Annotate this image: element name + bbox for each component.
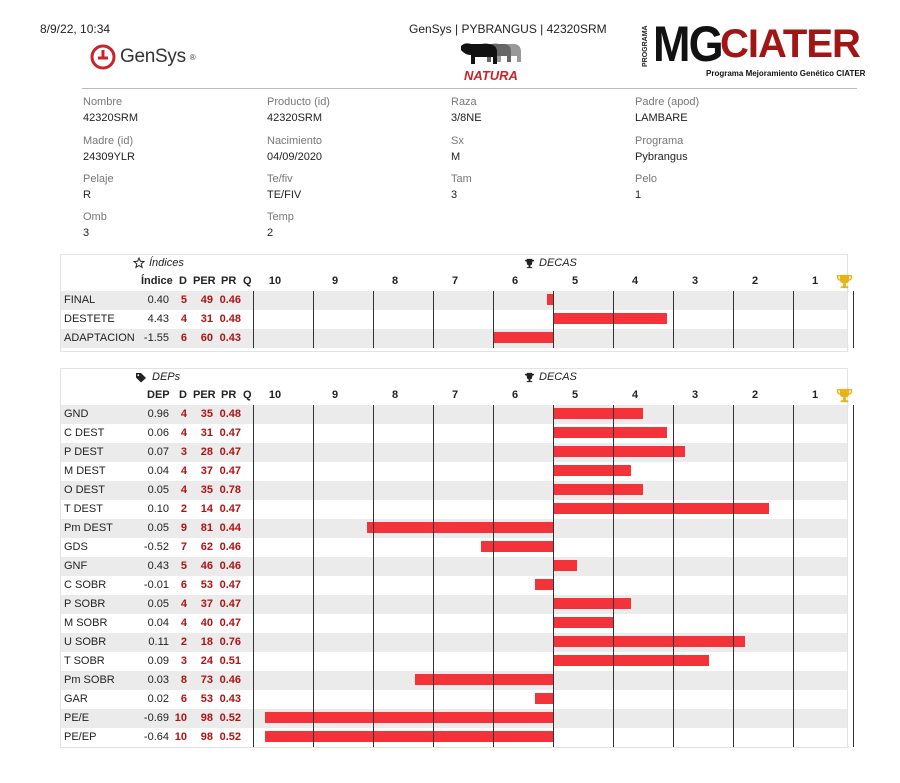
trait-value: -0.64	[143, 731, 169, 743]
trait-percentile: 14	[200, 503, 213, 515]
trait-deca: 4	[180, 484, 187, 496]
deps-row	[61, 690, 847, 709]
field-label: Nacimiento	[267, 135, 323, 147]
deps-row	[61, 576, 847, 595]
trait-q	[239, 329, 251, 348]
trait-value: 0.43	[147, 560, 169, 572]
cattle-icon	[459, 40, 523, 70]
trait-value: 0.40	[147, 294, 169, 306]
trait-value: 0.05	[147, 522, 169, 534]
mg-logo-programa: PROGRAMA	[642, 25, 649, 67]
trait-precision: 0.51	[219, 655, 241, 667]
trait-percentile: 60	[200, 332, 213, 344]
deca-gridline	[673, 291, 674, 348]
trait-q	[239, 709, 251, 728]
trait-name: P DEST	[64, 446, 104, 458]
trait-value: 0.11	[148, 636, 169, 648]
trait-q	[239, 519, 251, 538]
trait-name: ADAPTACION	[64, 332, 135, 344]
trait-deca: 4	[180, 313, 187, 325]
deca-tick: 1	[811, 389, 819, 401]
field-label: Temp	[267, 211, 294, 223]
trait-q	[239, 557, 251, 576]
field-value: 04/09/2020	[267, 151, 323, 163]
deca-gridline	[373, 405, 374, 747]
trait-percentile: 98	[200, 731, 213, 743]
deca-gridline	[313, 291, 314, 348]
field-label: Pelo	[635, 173, 658, 185]
indices-col-pr: PR	[221, 275, 237, 287]
deca-gridline	[553, 405, 554, 747]
deps-row	[61, 614, 847, 633]
field-padre-apod	[635, 96, 805, 124]
trait-name: T DEST	[64, 503, 103, 515]
trait-percentile: 46	[200, 560, 213, 572]
trait-q	[239, 633, 251, 652]
trait-percentile: 35	[200, 484, 213, 496]
deps-col-pr: PR	[221, 389, 237, 401]
deca-tick: 2	[751, 389, 759, 401]
trait-precision: 0.48	[219, 408, 241, 420]
field-nacimiento	[267, 135, 437, 163]
trait-value: 0.09	[147, 655, 169, 667]
deca-gridline	[373, 291, 374, 348]
field-label: Padre (apod)	[635, 96, 700, 108]
trait-value: 0.06	[147, 427, 169, 439]
trait-q	[239, 652, 251, 671]
trait-name: M DEST	[64, 465, 106, 477]
trait-deca: 3	[180, 446, 187, 458]
trait-percentile: 24	[200, 655, 213, 667]
deps-col-value: DEP	[147, 389, 170, 401]
trait-precision: 0.47	[219, 598, 241, 610]
indices-panel	[60, 254, 848, 352]
deps-row	[61, 557, 847, 576]
field-label: Programa	[635, 135, 684, 147]
trait-precision: 0.46	[219, 541, 241, 553]
deca-tick: 8	[391, 389, 399, 401]
trait-name: DESTETE	[64, 313, 115, 325]
trait-percentile: 62	[200, 541, 213, 553]
field-omb	[83, 211, 253, 239]
trait-deca: 6	[180, 332, 187, 344]
trait-name: P SOBR	[64, 598, 106, 610]
deca-tick: 5	[571, 389, 579, 401]
trait-value: 0.07	[147, 446, 169, 458]
trait-deca: 4	[180, 427, 187, 439]
trait-precision: 0.46	[219, 674, 241, 686]
trait-value: 0.04	[147, 465, 169, 477]
deps-row	[61, 595, 847, 614]
trait-precision: 0.43	[219, 693, 241, 705]
deps-row	[61, 519, 847, 538]
gensys-logo	[90, 44, 196, 70]
deca-gridline	[853, 405, 854, 747]
trait-percentile: 53	[200, 693, 213, 705]
deca-tick: 10	[268, 275, 282, 287]
deca-gridline	[433, 405, 434, 747]
trait-percentile: 18	[200, 636, 213, 648]
indices-title	[133, 257, 184, 269]
trait-name: GDS	[64, 541, 88, 553]
trait-q	[239, 576, 251, 595]
deca-tick: 7	[451, 389, 459, 401]
trait-precision: 0.47	[219, 503, 241, 515]
deca-gridline	[493, 405, 494, 747]
field-value: Pybrangus	[635, 151, 688, 163]
trait-percentile: 35	[200, 408, 213, 420]
print-date: 8/9/22, 10:34	[40, 22, 111, 36]
deca-bar	[553, 465, 631, 476]
deca-bar	[553, 598, 631, 609]
trait-name: C SOBR	[64, 579, 107, 591]
trait-percentile: 40	[200, 617, 213, 629]
trait-value: 0.10	[147, 503, 169, 515]
trait-name: PE/EP	[64, 731, 97, 743]
trait-percentile: 31	[200, 427, 213, 439]
trait-q	[239, 481, 251, 500]
deps-row	[61, 709, 847, 728]
trait-percentile: 81	[200, 522, 213, 534]
field-value: 1	[635, 189, 642, 201]
trophy-icon	[836, 387, 853, 404]
trait-q	[239, 671, 251, 690]
field-value: 2	[267, 227, 274, 239]
trait-value: 4.43	[147, 313, 169, 325]
trait-value: -0.52	[143, 541, 169, 553]
trait-precision: 0.47	[219, 579, 241, 591]
deps-decas-title-text: DECAS	[539, 371, 577, 383]
trait-value: 0.05	[147, 598, 169, 610]
indices-row	[61, 310, 847, 329]
trait-value: -1.55	[143, 332, 169, 344]
trait-precision: 0.47	[219, 617, 241, 629]
field-raza	[451, 96, 621, 124]
deca-tick: 7	[451, 275, 459, 287]
trait-precision: 0.52	[219, 731, 241, 743]
star-icon	[133, 257, 145, 269]
trait-name: O DEST	[64, 484, 105, 496]
indices-title-text: Índices	[149, 257, 184, 269]
trait-value: 0.02	[147, 693, 169, 705]
deca-tick: 1	[811, 275, 819, 287]
indices-col-value: Índice	[141, 275, 173, 287]
field-label: Te/fiv	[267, 173, 293, 185]
trait-name: FINAL	[64, 294, 96, 306]
deca-tick: 10	[268, 389, 282, 401]
deca-bar	[553, 617, 613, 628]
deca-tick: 6	[511, 389, 519, 401]
deps-decas-title	[524, 371, 577, 383]
trophy-small-icon	[524, 372, 535, 383]
deca-gridline	[253, 291, 254, 348]
trait-deca: 10	[174, 712, 187, 724]
trait-precision: 0.44	[219, 522, 241, 534]
deca-gridline	[253, 405, 254, 747]
trait-name: PE/E	[64, 712, 90, 724]
field-label: Nombre	[83, 96, 123, 108]
field-pelaje	[83, 173, 253, 201]
trophy-icon	[836, 273, 853, 290]
deps-row	[61, 538, 847, 557]
trait-q	[239, 595, 251, 614]
deca-tick: 8	[391, 275, 399, 287]
document-title: GenSys | PYBRANGUS | 42320SRM	[409, 22, 607, 36]
deca-gridline	[493, 291, 494, 348]
indices-rows	[61, 291, 847, 348]
field-producto-id	[267, 96, 437, 124]
mg-logo-ciater: CIATER	[720, 22, 860, 66]
trait-q	[239, 538, 251, 557]
trait-precision: 0.78	[219, 484, 241, 496]
gensys-logo-mark: ®	[189, 52, 196, 62]
deps-row	[61, 633, 847, 652]
indices-col-q: Q	[243, 275, 252, 287]
deca-gridline	[733, 291, 734, 348]
deca-gridline	[313, 405, 314, 747]
trait-deca: 6	[180, 579, 187, 591]
indices-row	[61, 291, 847, 310]
trait-name: T SOBR	[64, 655, 105, 667]
deca-gridline	[853, 291, 854, 348]
trait-q	[239, 614, 251, 633]
deca-tick: 6	[511, 275, 519, 287]
trait-percentile: 49	[200, 294, 213, 306]
field-label: Tam	[451, 173, 472, 185]
trait-q	[239, 728, 251, 747]
deca-tick: 9	[331, 275, 339, 287]
mg-logo-subtitle: Programa Mejoramiento Genético CIATER	[706, 69, 866, 78]
trait-deca: 4	[180, 617, 187, 629]
deps-rows	[61, 405, 847, 747]
field-label: Raza	[451, 96, 477, 108]
trait-percentile: 31	[200, 313, 213, 325]
field-temp	[267, 211, 437, 239]
trait-percentile: 28	[200, 446, 213, 458]
deca-bar	[481, 541, 553, 552]
trait-value: 0.96	[147, 408, 169, 420]
trait-value: -0.69	[143, 712, 169, 724]
natura-logo-text: NATURA	[464, 68, 518, 83]
field-value: M	[451, 151, 461, 163]
trait-value: 0.05	[147, 484, 169, 496]
trait-deca: 4	[180, 598, 187, 610]
deps-row	[61, 462, 847, 481]
field-value: TE/FIV	[267, 189, 302, 201]
indices-row	[61, 329, 847, 348]
deca-tick: 2	[751, 275, 759, 287]
trait-name: U SOBR	[64, 636, 107, 648]
indices-decas-title-text: DECAS	[539, 257, 577, 269]
field-value: 42320SRM	[267, 112, 323, 124]
field-sx	[451, 135, 621, 163]
gensys-logo-text: GenSys	[120, 46, 186, 67]
deps-row	[61, 481, 847, 500]
trait-precision: 0.47	[219, 427, 241, 439]
trait-deca: 2	[180, 636, 187, 648]
deps-row	[61, 443, 847, 462]
deca-tick: 4	[631, 275, 639, 287]
deps-title-text: DEPs	[152, 371, 181, 383]
indices-header	[61, 255, 847, 291]
mg-ciater-logo	[642, 16, 866, 83]
trait-percentile: 37	[200, 465, 213, 477]
deca-bar	[553, 560, 577, 571]
deps-panel	[60, 368, 848, 748]
trait-name: C DEST	[64, 427, 105, 439]
trait-precision: 0.46	[219, 294, 241, 306]
deps-row	[61, 652, 847, 671]
deps-row	[61, 405, 847, 424]
deca-gridline	[733, 405, 734, 747]
trait-name: GND	[64, 408, 89, 420]
deca-bar	[553, 427, 667, 438]
trait-q	[239, 500, 251, 519]
trait-percentile: 98	[200, 712, 213, 724]
trait-q	[239, 310, 251, 329]
trait-precision: 0.52	[219, 712, 241, 724]
trait-q	[239, 443, 251, 462]
field-label: Omb	[83, 211, 107, 223]
deca-bar	[367, 522, 553, 533]
mg-logo-mg: MG	[653, 16, 722, 72]
deca-bar	[553, 484, 643, 495]
deps-title	[135, 371, 180, 383]
deca-bar	[553, 655, 709, 666]
trophy-small-icon	[524, 258, 535, 269]
trait-precision: 0.47	[219, 465, 241, 477]
field-madre-id	[83, 135, 253, 163]
deps-header	[61, 369, 847, 405]
deca-gridline	[613, 291, 614, 348]
field-value: 42320SRM	[83, 112, 139, 124]
deca-bar	[415, 674, 553, 685]
deca-tick: 9	[331, 389, 339, 401]
deca-gridline	[793, 405, 794, 747]
indices-col-d: D	[179, 275, 187, 287]
deca-gridline	[433, 291, 434, 348]
trait-deca: 3	[180, 655, 187, 667]
trait-precision: 0.47	[219, 446, 241, 458]
deca-gridline	[793, 291, 794, 348]
field-tam	[451, 173, 621, 201]
deps-row	[61, 728, 847, 747]
deps-col-per: PER	[193, 389, 216, 401]
field-value: 24309YLR	[83, 151, 135, 163]
deca-tick: 3	[691, 389, 699, 401]
indices-col-per: PER	[193, 275, 216, 287]
deca-gridline	[673, 405, 674, 747]
field-pelo	[635, 173, 805, 201]
trait-q	[239, 462, 251, 481]
deca-bar	[493, 332, 553, 343]
trait-percentile: 73	[200, 674, 213, 686]
field-te-fiv	[267, 173, 437, 201]
trait-deca: 4	[180, 465, 187, 477]
trait-deca: 7	[180, 541, 187, 553]
trait-precision: 0.76	[219, 636, 241, 648]
trait-q	[239, 690, 251, 709]
gensys-emblem-icon	[90, 44, 116, 70]
deps-row	[61, 424, 847, 443]
trait-deca: 9	[180, 522, 187, 534]
deca-bar	[553, 313, 667, 324]
trait-deca: 5	[180, 560, 187, 572]
trait-deca: 2	[180, 503, 187, 515]
field-value: R	[83, 189, 91, 201]
field-nombre	[83, 96, 253, 124]
trait-deca: 4	[180, 408, 187, 420]
field-value: 3	[451, 189, 458, 201]
field-value: 3	[83, 227, 90, 239]
deca-bar	[535, 579, 553, 590]
field-label: Madre (id)	[83, 135, 134, 147]
deca-tick: 3	[691, 275, 699, 287]
deca-bar	[553, 408, 643, 419]
trait-deca: 5	[180, 294, 187, 306]
deca-bar	[265, 712, 553, 723]
trait-precision: 0.48	[219, 313, 241, 325]
field-label: Pelaje	[83, 173, 114, 185]
deps-row	[61, 500, 847, 519]
trait-percentile: 53	[200, 579, 213, 591]
deca-gridline	[613, 405, 614, 747]
deca-tick: 4	[631, 389, 639, 401]
trait-deca: 6	[180, 693, 187, 705]
trait-q	[239, 424, 251, 443]
trait-name: GAR	[64, 693, 88, 705]
trait-q	[239, 291, 251, 310]
deps-row	[61, 671, 847, 690]
field-value: LAMBARE	[635, 112, 688, 124]
tags-icon	[135, 372, 148, 383]
deca-gridline	[553, 291, 554, 348]
trait-name: Pm DEST	[64, 522, 113, 534]
header-divider	[82, 88, 857, 89]
natura-logo	[459, 40, 523, 88]
deca-bar	[265, 731, 553, 742]
trait-name: M SOBR	[64, 617, 108, 629]
trait-deca: 8	[180, 674, 187, 686]
deca-bar	[553, 636, 745, 647]
deps-col-q: Q	[243, 389, 252, 401]
field-label: Producto (id)	[267, 96, 330, 108]
trait-value: -0.01	[143, 579, 169, 591]
deca-bar	[553, 446, 685, 457]
indices-decas-title	[524, 257, 577, 269]
deca-bar	[553, 503, 769, 514]
deca-tick: 5	[571, 275, 579, 287]
trait-percentile: 37	[200, 598, 213, 610]
trait-value: 0.03	[147, 674, 169, 686]
trait-name: Pm SOBR	[64, 674, 115, 686]
trait-name: GNF	[64, 560, 88, 572]
trait-q	[239, 405, 251, 424]
field-label: Sx	[451, 135, 464, 147]
trait-precision: 0.43	[219, 332, 241, 344]
field-value: 3/8NE	[451, 112, 482, 124]
trait-precision: 0.46	[219, 560, 241, 572]
trait-value: 0.04	[147, 617, 169, 629]
deca-bar	[535, 693, 553, 704]
deps-col-d: D	[179, 389, 187, 401]
field-programa	[635, 135, 805, 163]
trait-deca: 10	[174, 731, 187, 743]
